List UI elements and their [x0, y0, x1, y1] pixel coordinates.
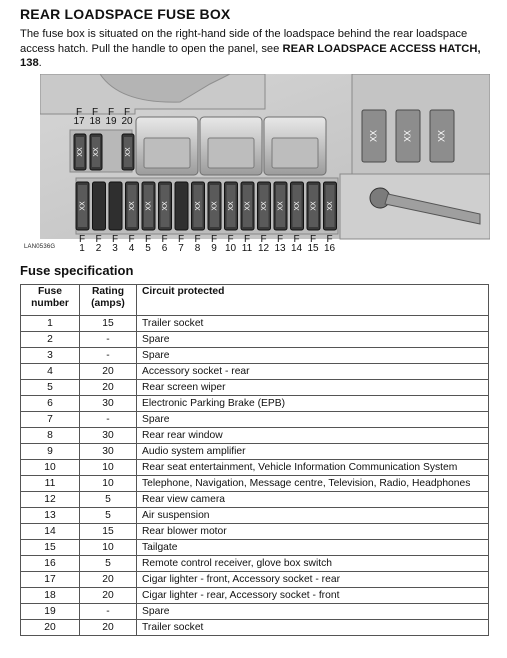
fuse-prefix: F	[227, 234, 234, 245]
fuse-number-cell: 2	[21, 332, 80, 348]
fuse-prefix: F	[309, 234, 317, 245]
circuit-cell: Trailer socket	[137, 316, 489, 332]
fuse-number-cell: 11	[21, 476, 80, 492]
rating-cell: 5	[80, 492, 137, 508]
table-row	[21, 364, 489, 380]
bottom_fuses-label-16	[323, 235, 337, 253]
intro-text: The fuse box is situated on the right-hand side of the loadspace behind the rear loadspace access hatch. Pull the handle to open the panel, see	[20, 28, 468, 55]
relay-2-face	[208, 138, 254, 168]
top_fuses-label-18	[88, 108, 102, 126]
bottom_fuses-label-2	[92, 235, 106, 253]
bottom_fuses-label-9	[207, 235, 221, 253]
fuse-2-slot	[93, 182, 106, 230]
bottom_fuses-label-15	[306, 235, 320, 253]
top_fuses-label-20	[120, 108, 134, 126]
table-row	[21, 380, 489, 396]
header-circuit: Circuit protected	[137, 285, 489, 316]
fuse-prefix: F	[75, 107, 83, 118]
maxi-fuse-3-mark: XX	[436, 129, 447, 143]
rating-cell: 10	[80, 540, 137, 556]
fuse-12-mark: XX	[260, 201, 268, 211]
fuse-prefix: F	[161, 234, 168, 245]
fuse-prefix: F	[260, 234, 267, 245]
fuse-number-cell: 12	[21, 492, 80, 508]
top_fuses-label-19	[104, 108, 118, 126]
circuit-cell: Rear view camera	[137, 492, 489, 508]
table-row	[21, 412, 489, 428]
rating-cell: 5	[80, 556, 137, 572]
fuse-number: 3	[112, 243, 118, 254]
fuse-number: 4	[128, 243, 135, 254]
table-row	[21, 540, 489, 556]
table-row	[21, 492, 489, 508]
fuse-8-mark: XX	[194, 201, 202, 211]
bottom_fuses-label-7	[174, 235, 188, 253]
fuse-number-cell: 3	[21, 348, 80, 364]
fuse-prefix: F	[91, 107, 99, 118]
fuse-15-mark: XX	[310, 201, 318, 211]
bottom_fuses-label-6	[158, 235, 172, 253]
fuse-prefix: F	[128, 234, 135, 245]
fuse-14-mark: XX	[293, 201, 301, 211]
fuse-spec-table	[20, 284, 489, 636]
fuse-6-mark: XX	[161, 201, 169, 211]
fuse-prefix: F	[95, 234, 102, 245]
circuit-cell: Rear screen wiper	[137, 380, 489, 396]
relay-1-face	[144, 138, 190, 168]
rating-cell: 20	[80, 620, 137, 636]
table-row	[21, 396, 489, 412]
rating-cell: 5	[80, 508, 137, 524]
bottom_fuses-label-8	[191, 235, 205, 253]
circuit-cell: Air suspension	[137, 508, 489, 524]
fuse-number: 7	[178, 243, 184, 254]
bottom_fuses-label-4	[125, 235, 139, 253]
rating-cell: -	[80, 412, 137, 428]
fuse-number-cell: 14	[21, 524, 80, 540]
circuit-cell: Spare	[137, 332, 489, 348]
fuse-5-mark: XX	[145, 201, 153, 211]
fuse-number: 6	[161, 243, 168, 254]
circuit-cell: Spare	[137, 604, 489, 620]
fuse-number-cell: 16	[21, 556, 80, 572]
fuse-prefix: F	[326, 234, 333, 245]
circuit-cell: Spare	[137, 348, 489, 364]
fuse-20-mark: XX	[124, 147, 132, 157]
table-row	[21, 460, 489, 476]
rating-cell: 30	[80, 428, 137, 444]
table-row	[21, 476, 489, 492]
relay-3-face	[272, 138, 318, 168]
hatch-cross-reference: REAR LOADSPACE ACCESS HATCH, 138	[20, 42, 481, 69]
fuse-number: 17	[73, 116, 85, 127]
fuse-box-illustration	[40, 74, 490, 256]
fuse-number-cell: 10	[21, 460, 80, 476]
fuse-number-cell: 8	[21, 428, 80, 444]
fuse-prefix: F	[210, 234, 218, 245]
fuse-17-mark: XX	[76, 147, 84, 157]
maxi-fuse-2-mark: XX	[402, 129, 413, 143]
fuse-number-cell: 19	[21, 604, 80, 620]
table-row	[21, 332, 489, 348]
circuit-cell: Rear blower motor	[137, 524, 489, 540]
fuse-3-slot	[109, 182, 122, 230]
table-row	[21, 620, 489, 636]
circuit-cell: Accessory socket - rear	[137, 364, 489, 380]
rating-cell: -	[80, 604, 137, 620]
rating-cell: 20	[80, 588, 137, 604]
table-row	[21, 604, 489, 620]
fuse-number: 13	[274, 243, 286, 254]
intro-paragraph	[20, 27, 490, 71]
header-fuse-number: Fuse number	[21, 285, 80, 316]
fuse-18-mark: XX	[92, 147, 100, 157]
table-row	[21, 556, 489, 572]
table-row	[21, 588, 489, 604]
circuit-cell: Tailgate	[137, 540, 489, 556]
fuse-prefix: F	[177, 234, 185, 245]
table-row	[21, 572, 489, 588]
fuse-prefix: F	[111, 234, 119, 245]
bottom_fuses-label-10	[224, 235, 238, 253]
bottom_fuses-label-13	[273, 235, 287, 253]
fuse-prefix: F	[78, 234, 86, 245]
fuse-number-cell: 1	[21, 316, 80, 332]
fuse-number: 9	[211, 243, 217, 254]
circuit-cell: Spare	[137, 412, 489, 428]
rating-cell: 30	[80, 396, 137, 412]
fuse-number-cell: 18	[21, 588, 80, 604]
circuit-cell: Rear seat entertainment, Vehicle Information Communication System	[137, 460, 489, 476]
bottom_fuses-label-14	[290, 235, 304, 253]
fuse-prefix: F	[276, 234, 284, 245]
fuse-prefix: F	[243, 234, 251, 245]
fuse-number-cell: 13	[21, 508, 80, 524]
fuse-7-slot	[175, 182, 188, 230]
fuse-number: 8	[194, 243, 201, 254]
bottom_fuses-label-1	[75, 235, 89, 253]
bottom_fuses-label-11	[240, 235, 254, 253]
fuse-13-mark: XX	[277, 201, 285, 211]
fuse-number-cell: 20	[21, 620, 80, 636]
fuse-number: 5	[145, 243, 151, 254]
rating-cell: 15	[80, 524, 137, 540]
table-header-row	[21, 285, 489, 316]
fuse-number: 2	[95, 243, 102, 254]
header-rating: Rating (amps)	[80, 285, 137, 316]
fuse-prefix: F	[123, 107, 131, 118]
fuse-11-mark: XX	[244, 201, 252, 211]
bottom_fuses-label-12	[257, 235, 271, 253]
circuit-cell: Telephone, Navigation, Message centre, Television, Radio, Headphones	[137, 476, 489, 492]
table-row	[21, 316, 489, 332]
circuit-cell: Remote control receiver, glove box switch	[137, 556, 489, 572]
top_fuses-label-17	[72, 108, 86, 126]
intro-end: .	[38, 57, 42, 69]
fuse-number-cell: 7	[21, 412, 80, 428]
circuit-cell: Rear rear window	[137, 428, 489, 444]
fuse-box-diagram	[40, 74, 490, 256]
fuse-prefix: F	[107, 107, 115, 118]
fuse-number-cell: 17	[21, 572, 80, 588]
rating-cell: -	[80, 348, 137, 364]
maxi-fuse-1-mark: XX	[368, 129, 379, 143]
table-row	[21, 348, 489, 364]
rating-cell: 20	[80, 364, 137, 380]
fuse-number-cell: 15	[21, 540, 80, 556]
table-row	[21, 444, 489, 460]
circuit-cell: Audio system amplifier	[137, 444, 489, 460]
fuse-prefix: F	[194, 234, 201, 245]
fuse-4-mark: XX	[128, 201, 136, 211]
fuse-number: 10	[224, 243, 237, 254]
fuse-prefix: F	[144, 234, 152, 245]
fuse-number: 20	[121, 116, 133, 127]
fuse-9-mark: XX	[211, 201, 219, 211]
rating-cell: 30	[80, 444, 137, 460]
page-heading: REAR LOADSPACE FUSE BOX	[20, 6, 231, 22]
table-row	[21, 524, 489, 540]
circuit-cell: Trailer socket	[137, 620, 489, 636]
fuse-number-cell: 9	[21, 444, 80, 460]
fuse-number: 19	[105, 116, 117, 127]
circuit-cell: Cigar lighter - rear, Accessory socket - front	[137, 588, 489, 604]
fuse-number: 12	[257, 243, 270, 254]
rating-cell: -	[80, 332, 137, 348]
bottom_fuses-label-3	[108, 235, 122, 253]
fuse-number: 14	[290, 243, 303, 254]
fuse-number: 11	[241, 243, 253, 254]
fuse-prefix: F	[293, 234, 300, 245]
rating-cell: 10	[80, 476, 137, 492]
fuse-number: 18	[89, 116, 101, 127]
fuse-number-cell: 6	[21, 396, 80, 412]
circuit-cell: Cigar lighter - front, Accessory socket - rear	[137, 572, 489, 588]
figure-reference: LAN0536G	[24, 244, 56, 250]
fuse-1-mark: XX	[79, 201, 87, 211]
rating-cell: 20	[80, 380, 137, 396]
fuse-number: 1	[79, 243, 85, 254]
fuse-16-mark: XX	[326, 201, 334, 211]
fuse-number: 15	[307, 243, 319, 254]
fuse-number-cell: 5	[21, 380, 80, 396]
rating-cell: 15	[80, 316, 137, 332]
fuse-number-cell: 4	[21, 364, 80, 380]
fuse-10-mark: XX	[227, 201, 235, 211]
bottom_fuses-label-5	[141, 235, 155, 253]
rating-cell: 10	[80, 460, 137, 476]
rating-cell: 20	[80, 572, 137, 588]
table-row	[21, 428, 489, 444]
table-row	[21, 508, 489, 524]
fuse-spec-title: Fuse specification	[20, 263, 134, 278]
fuse-number: 16	[323, 243, 336, 254]
circuit-cell: Electronic Parking Brake (EPB)	[137, 396, 489, 412]
